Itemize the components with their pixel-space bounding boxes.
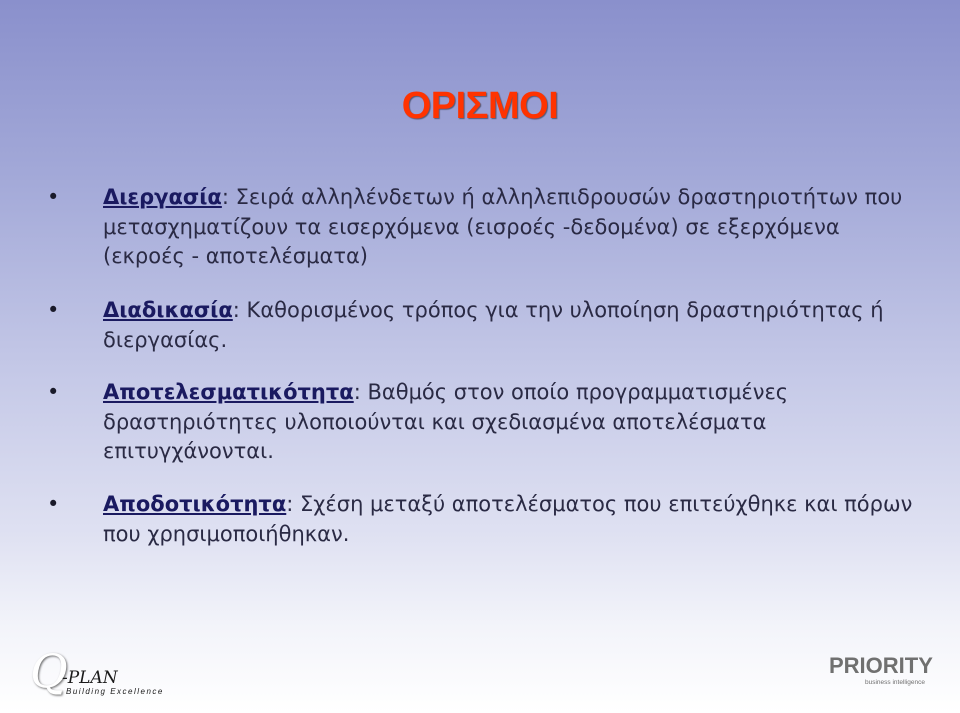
definition-item-process xyxy=(47,183,923,272)
qplan-logo-tagline: Building Excellence xyxy=(66,687,164,696)
definition-term: Αποτελεσματικότητα xyxy=(103,380,354,404)
definition-text: : Βαθμός στον οποίο προγραμματισμένες δραστηριότητες υλοποιούνται και σχεδιασμένα αποτελέσματα επιτυγχάνονται. xyxy=(103,380,789,463)
definition-term: Αποδοτικότητα xyxy=(103,492,287,516)
priority-logo xyxy=(829,653,933,693)
qplan-logo-name: -PLAN xyxy=(62,668,118,688)
definition-text: : Σειρά αλληλένδετων ή αλληλεπιδρουσών δραστηριοτήτων που μετασχηματίζουν τα εισερχόμενα (εισροές -δεδομένα) σε εξερχόμενα (εκροές - αποτελέσματα) xyxy=(103,185,903,268)
priority-logo-tagline: business intelligence xyxy=(865,679,925,686)
definition-text: : Καθορισμένος τρόπος για την υλοποίηση δραστηριότητας ή διεργασίας. xyxy=(103,298,884,352)
definition-term: Διεργασία xyxy=(103,185,222,209)
definition-term: Διαδικασία xyxy=(103,298,233,322)
bullet-dot-icon: • xyxy=(47,380,60,404)
slide-title: ΟΡΙΣΜΟΙ xyxy=(401,85,559,127)
qplan-logo-letter: Q xyxy=(30,644,68,698)
definition-text: : Σχέση μεταξύ αποτελέσματος που επιτεύχθηκε και πόρων που χρησιμοποιήθηκαν. xyxy=(103,492,913,546)
bullet-dot-icon: • xyxy=(47,298,60,322)
bullet-dot-icon: • xyxy=(47,185,60,209)
definition-item-procedure xyxy=(47,296,923,355)
bullet-dot-icon: • xyxy=(47,492,60,516)
definition-item-efficiency xyxy=(47,490,923,549)
qplan-logo xyxy=(30,644,180,702)
definition-item-effectiveness xyxy=(47,378,923,467)
priority-logo-name: PRIORITY xyxy=(829,653,933,678)
